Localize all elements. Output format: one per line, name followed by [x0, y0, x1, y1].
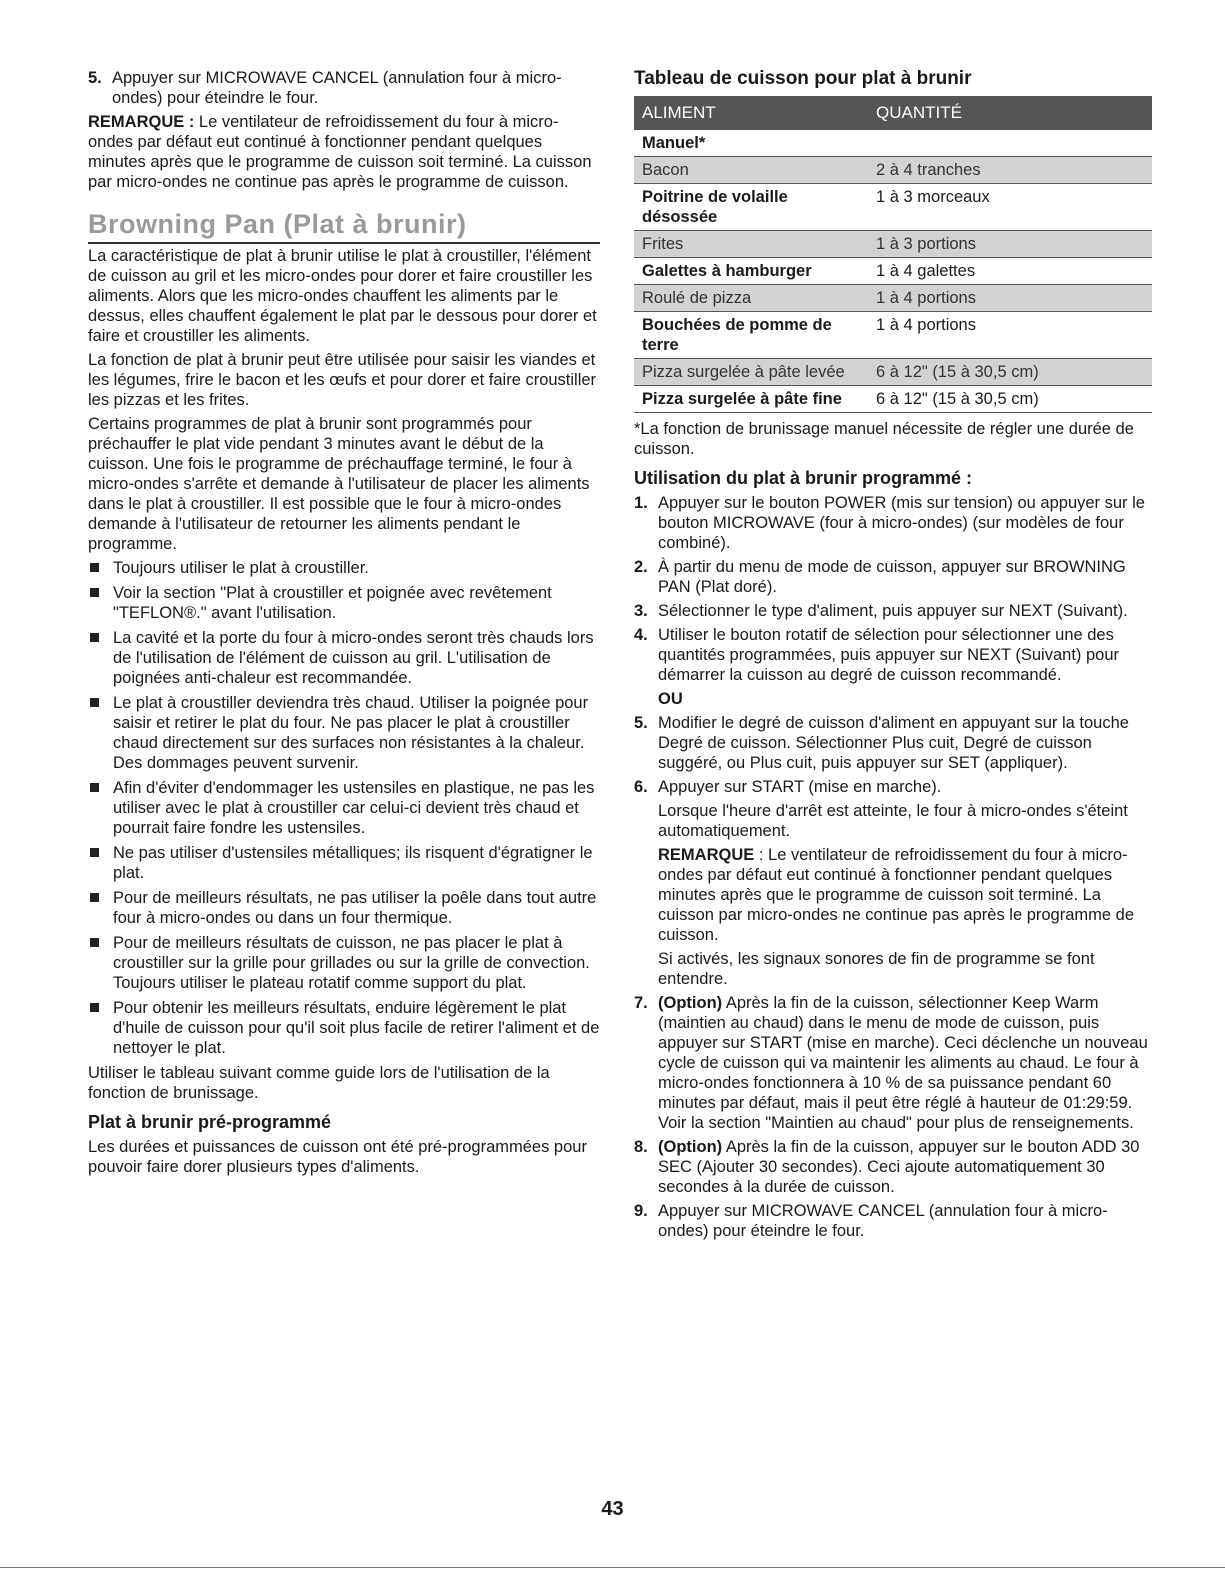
- page-number: 43: [601, 1498, 624, 1520]
- bullet-item: [88, 583, 600, 623]
- table-row: [634, 312, 1152, 359]
- bullet-text: Voir la section "Plat à croustiller et poignée avec revêtement "TEFLON®." avant l'utilisation.: [113, 584, 552, 622]
- bullet-item: [88, 778, 600, 838]
- preprogrammed-paragraph: Les durées et puissances de cuisson ont été pré-programmées pour pouvoir faire dorer plusieurs types d'aliments.: [88, 1138, 587, 1176]
- bullet-square-icon: [90, 698, 99, 707]
- bullet-text: Toujours utiliser le plat à croustiller.: [113, 559, 369, 577]
- step-5: [88, 68, 600, 108]
- step-number: 3.: [634, 602, 648, 620]
- step-5: [634, 713, 1152, 773]
- step-2: [634, 557, 1152, 597]
- bullet-text: Le plat à croustiller deviendra très chaud. Utiliser la poignée pour saisir et retirer le plat du four. Ne pas placer le plat à croustiller chaud directement sur des surfaces non résistantes à la chaleur. Des dommages peuvent survenir.: [113, 694, 589, 772]
- or-separator: OU: [658, 690, 683, 708]
- bullet-item: [88, 693, 600, 773]
- step-number: 9.: [634, 1202, 648, 1220]
- bullet-square-icon: [90, 588, 99, 597]
- quantity-cell: 1 à 3 morceaux: [868, 184, 1152, 231]
- step-number: 8.: [634, 1138, 648, 1156]
- bullet-square-icon: [90, 938, 99, 947]
- step-text: Appuyer sur MICROWAVE CANCEL (annulation four à micro-ondes) pour éteindre le four.: [112, 69, 562, 107]
- step-text: À partir du menu de mode de cuisson, appuyer sur BROWNING PAN (Plat doré).: [658, 558, 1126, 596]
- bullet-text: Pour de meilleurs résultats de cuisson, ne pas placer le plat à croustiller sur la grille pour grillades ou sur la grille de convection. Toujours utiliser le plateau rotatif comme support du plat.: [113, 934, 590, 992]
- step-7: [634, 993, 1152, 1133]
- food-cell: Frites: [634, 231, 868, 258]
- step-number: 5.: [88, 69, 102, 87]
- bullet-text: La cavité et la porte du four à micro-ondes seront très chauds lors de l'utilisation de l'élément de cuisson au gril. L'utilisation de poignées anti-chaleur est recommandée.: [113, 629, 594, 687]
- left-column: [88, 68, 600, 1181]
- step-7-text: Après la fin de la cuisson, sélectionner Keep Warm (maintien au chaud) dans le menu de mode de cuisson, puis appuyer sur START (mise en marche). Ceci déclenche un nouveau cycle de cuisson qui va maintenir les aliments au chaud. Le four à micro-ondes fonctionnera à 10 % de sa puissance pendant 60 minutes par défaut, mais il peut être réglé à hauteur de 01:29:59. Voir la section "Maintien au chaud" pour plus de renseignements.: [658, 994, 1148, 1132]
- column-header-quantity: QUANTITÉ: [868, 96, 1152, 130]
- food-cell: Galettes à hamburger: [634, 258, 868, 285]
- step-9: [634, 1201, 1152, 1241]
- right-column: [634, 68, 1152, 1245]
- step-text: Appuyer sur MICROWAVE CANCEL (annulation four à micro-ondes) pour éteindre le four.: [658, 1202, 1108, 1240]
- bullet-square-icon: [90, 893, 99, 902]
- section-title: Browning Pan (Plat à brunir): [88, 208, 600, 244]
- option-label: (Option): [658, 1138, 723, 1156]
- step-number: 5.: [634, 714, 648, 732]
- bullet-text: Pour de meilleurs résultats, ne pas utiliser la poêle dans tout autre four à micro-ondes ou dans un four thermique.: [113, 889, 597, 927]
- bullet-square-icon: [90, 563, 99, 572]
- intro-paragraph-1: La caractéristique de plat à brunir utilise le plat à croustiller, l'élément de cuisson au gril et les micro-ondes pour dorer et faire croustiller les aliments. Alors que les micro-ondes chauffent les aliments par le dessus, elles chauffent également le plat par le dessous pour dorer et faire et croustiller les aliments.: [88, 247, 597, 345]
- table-row: [634, 184, 1152, 231]
- cooking-table: [634, 96, 1152, 413]
- bullet-square-icon: [90, 1003, 99, 1012]
- step-8-text: Après la fin de la cuisson, appuyer sur le bouton ADD 30 SEC (Ajouter 30 secondes). Ceci ajoute automatiquement 30 secondes à la durée de cuisson.: [658, 1138, 1140, 1196]
- step-6-detail: Lorsque l'heure d'arrêt est atteinte, le four à micro-ondes s'éteint automatiquement.: [658, 802, 1128, 840]
- food-cell: Poitrine de volaille désossée: [634, 184, 868, 231]
- quantity-cell: [868, 130, 1152, 157]
- step-number: 1.: [634, 494, 648, 512]
- step-1: [634, 493, 1152, 553]
- step-8: [634, 1137, 1152, 1197]
- table-title: Tableau de cuisson pour plat à brunir: [634, 68, 972, 89]
- food-cell: Pizza surgelée à pâte levée: [634, 359, 868, 386]
- column-header-food: ALIMENT: [634, 96, 868, 130]
- remark-paragraph: [88, 112, 600, 192]
- bullet-square-icon: [90, 848, 99, 857]
- step-text: Utiliser le bouton rotatif de sélection pour sélectionner une des quantités programmées, puis appuyer sur NEXT (Suivant) pour démarrer la cuisson au degré de cuisson recommandé.: [658, 626, 1120, 684]
- remark-text: Le ventilateur de refroidissement du four à micro-ondes par défaut eut continué à fonctionner pendant quelques minutes après que le programme de cuisson soit terminé. La cuisson par micro-ondes ne continue pas après le programme de cuisson.: [88, 113, 592, 191]
- quantity-cell: 1 à 4 portions: [868, 312, 1152, 359]
- remark-label: REMARQUE :: [88, 113, 195, 131]
- quantity-cell: 2 à 4 tranches: [868, 157, 1152, 184]
- table-row: [634, 285, 1152, 312]
- bullet-item: [88, 998, 600, 1058]
- step-text: [658, 1137, 1152, 1197]
- food-cell: Bouchées de pomme de terre: [634, 312, 868, 359]
- bullet-item: [88, 843, 600, 883]
- bullet-item: [88, 558, 600, 578]
- remark-paragraph: [658, 845, 1152, 945]
- quantity-cell: 6 à 12" (15 à 30,5 cm): [868, 386, 1152, 413]
- step-text: [658, 993, 1152, 1133]
- food-cell: Roulé de pizza: [634, 285, 868, 312]
- food-cell: Bacon: [634, 157, 868, 184]
- food-cell: Manuel*: [634, 130, 868, 157]
- table-row: [634, 258, 1152, 285]
- bullet-square-icon: [90, 783, 99, 792]
- step-number: 4.: [634, 626, 648, 644]
- table-row: [634, 231, 1152, 258]
- step-number: 6.: [634, 778, 648, 796]
- intro-paragraph-2: La fonction de plat à brunir peut être utilisée pour saisir les viandes et les légumes, frire le bacon et les œufs et pour dorer et faire croustiller les pizzas et les frites.: [88, 351, 597, 409]
- remark-text: : Le ventilateur de refroidissement du four à micro-ondes par défaut eut continué à fonctionner pendant quelques minutes après que le programme de cuisson soit terminé. La cuisson par micro-ondes ne continue pas après le programme de cuisson.: [658, 846, 1135, 944]
- step-text: Appuyer sur le bouton POWER (mis sur tension) ou appuyer sur le bouton MICROWAVE (four à micro-ondes) (sur modèles de four combiné).: [658, 494, 1145, 552]
- bullet-text: Afin d'éviter d'endommager les ustensiles en plastique, ne pas les utiliser avec le plat à croustiller car celui-ci devient très chaud et pourrait faire fondre les ustensiles.: [113, 779, 595, 837]
- quantity-cell: 1 à 4 galettes: [868, 258, 1152, 285]
- intro-paragraph-3: Certains programmes de plat à brunir sont programmés pour préchauffer le plat vide pendant 3 minutes avant le début de la cuisson. Une fois le programme de préchauffage terminé, le four à micro-ondes s'arrête et demande à l'utilisateur de placer les aliments dans le plat à croustiller. Il est possible que le four à micro-ondes demande à l'utilisateur de retourner les aliments pendant le programme.: [88, 415, 590, 553]
- preprogrammed-heading: Plat à brunir pré-programmé: [88, 1112, 332, 1132]
- step-number: 7.: [634, 994, 648, 1012]
- table-footnote: *La fonction de brunissage manuel nécessite de régler une durée de cuisson.: [634, 420, 1134, 458]
- bullet-item: [88, 888, 600, 928]
- bullet-item: [88, 933, 600, 993]
- signals-paragraph: Si activés, les signaux sonores de fin de programme se font entendre.: [658, 950, 1095, 988]
- table-row: [634, 359, 1152, 386]
- quantity-cell: 1 à 3 portions: [868, 231, 1152, 258]
- table-row: [634, 157, 1152, 184]
- table-row: [634, 130, 1152, 157]
- step-text: Modifier le degré de cuisson d'aliment en appuyant sur la touche Degré de cuisson. Sélectionner Plus cuit, Degré de cuisson suggéré, ou Plus cuit, puis appuyer sur SET (appliquer).: [658, 714, 1129, 772]
- remark-label: REMARQUE: [658, 846, 755, 864]
- step-4: [634, 625, 1152, 685]
- food-cell: Pizza surgelée à pâte fine: [634, 386, 868, 413]
- bullet-square-icon: [90, 633, 99, 642]
- usage-heading: Utilisation du plat à brunir programmé :: [634, 468, 973, 488]
- table-guide-paragraph: Utiliser le tableau suivant comme guide lors de l'utilisation de la fonction de brunissage.: [88, 1064, 550, 1102]
- step-number: 2.: [634, 558, 648, 576]
- step-text: Appuyer sur START (mise en marche).: [658, 778, 942, 796]
- quantity-cell: 1 à 4 portions: [868, 285, 1152, 312]
- bullet-list: [88, 558, 600, 1058]
- step-3: [634, 601, 1152, 621]
- bullet-text: Ne pas utiliser d'ustensiles métalliques; ils risquent d'égratigner le plat.: [113, 844, 593, 882]
- bullet-item: [88, 628, 600, 688]
- step-text: Sélectionner le type d'aliment, puis appuyer sur NEXT (Suivant).: [658, 602, 1128, 620]
- bottom-rule: [0, 1567, 1225, 1568]
- option-label: (Option): [658, 994, 723, 1012]
- table-row: [634, 386, 1152, 413]
- quantity-cell: 6 à 12" (15 à 30,5 cm): [868, 359, 1152, 386]
- bullet-text: Pour obtenir les meilleurs résultats, enduire légèrement le plat d'huile de cuisson pour qu'il soit plus facile de retirer l'aliment et de nettoyer le plat.: [113, 999, 600, 1057]
- table-header-row: [634, 96, 1152, 130]
- step-6: [634, 777, 1152, 797]
